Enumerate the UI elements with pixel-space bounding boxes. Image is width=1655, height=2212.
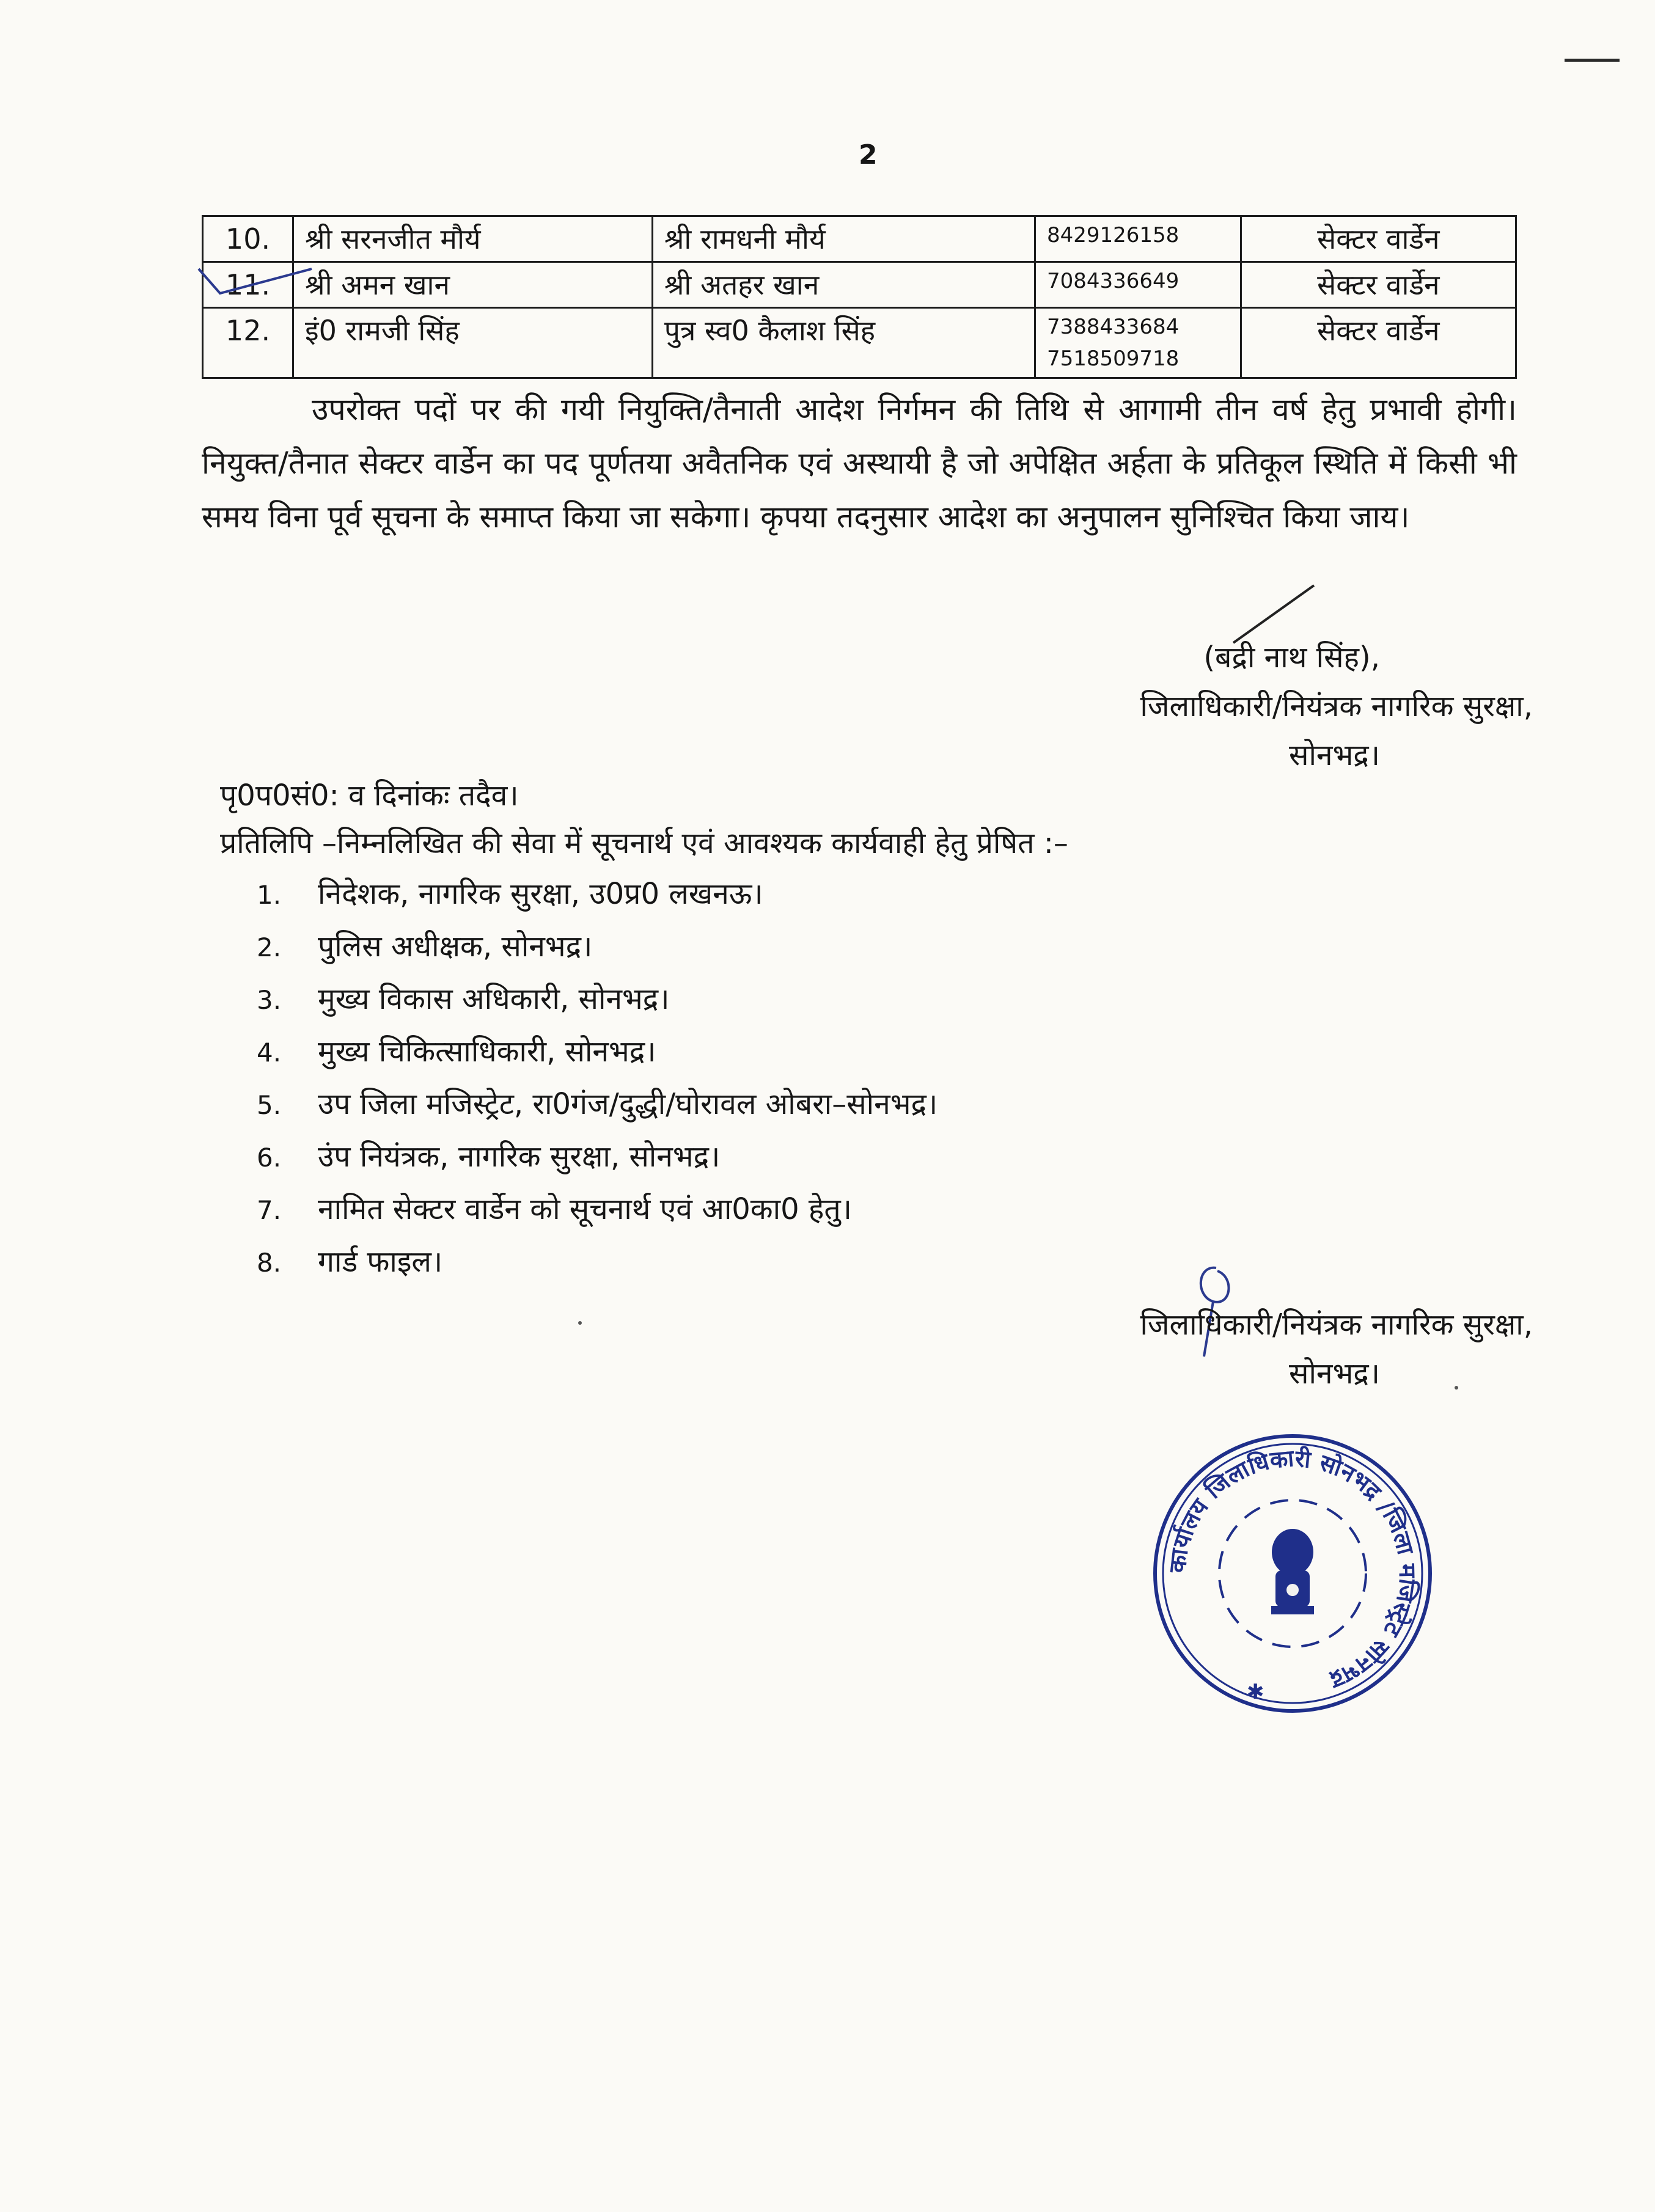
copy-heading: प्रतिलिपि –निम्नलिखित की सेवा में सूचनार्थ एवं आवश्यक कार्यवाही हेतु प्रेषित :–: [220, 826, 1068, 860]
signatory-place: सोनभद्र।: [1289, 1357, 1380, 1391]
list-item: 1. निदेशक, नागरिक सुरक्षा, उ0प्र0 लखनऊ।: [257, 877, 763, 911]
table-row: [203, 216, 1516, 262]
father-name: श्री अतहर खान: [652, 262, 1035, 308]
signature-block-primary: [799, 633, 1533, 780]
sector-warden-table: [202, 215, 1517, 379]
warden-name: श्री अमन खान: [293, 262, 653, 308]
list-item: 4. मुख्य चिकित्साधिकारी, सोनभद्र।: [257, 1035, 656, 1069]
top-dash-mark: [1565, 59, 1620, 62]
phone-cell: [1035, 308, 1241, 378]
list-item: 7. नामित सेक्टर वार्डेन को सूचनार्थ एवं आ0का0 हेतु।: [257, 1192, 852, 1226]
seal-text: कार्यालय जिलाधिकारी सोनभद्र /जिला मजिस्ट्रेट सोनभद्र: [1164, 1445, 1422, 1694]
reference-number: पृ0प0सं0: व दिनांकः तदैव।: [220, 778, 519, 813]
serial-number: 11.: [203, 262, 293, 308]
phone-number: 7084336649: [1046, 269, 1180, 293]
svg-text:✱: ✱: [1247, 1680, 1264, 1704]
post-title: सेक्टर वार्डेन: [1241, 308, 1516, 378]
warden-name: इं0 रामजी सिंह: [293, 308, 653, 378]
phone-number: 7388433684: [1046, 315, 1180, 339]
signatory-place: सोनभद्र।: [1289, 738, 1380, 772]
table-row: [203, 308, 1516, 378]
post-title: सेक्टर वार्डेन: [1241, 216, 1516, 262]
tick-mark-icon: [196, 257, 318, 299]
father-name: श्री रामधनी मौर्य: [652, 216, 1035, 262]
list-item: 8. गार्ड फाइल।: [257, 1245, 443, 1279]
post-title: सेक्टर वार्डेन: [1241, 262, 1516, 308]
warden-name: श्री सरनजीत मौर्य: [293, 216, 653, 262]
father-name: पुत्र स्व0 कैलाश सिंह: [652, 308, 1035, 378]
order-paragraph: उपरोक्त पदों पर की गयी नियुक्ति/तैनाती आदेश निर्गमन की तिथि से आगामी तीन वर्ष हेतु प्रभावी होगी। नियुक्त/तैनात सेक्टर वार्डेन का पद पूर्णतया अवैतनिक एवं अस्थायी है जो अपेक्षित अर्हता के प्रतिकूल स्थिति में किसी भी समय विना पूर्व सूचना के समाप्त किया जा सकेगा। कृपया तदनुसार आदेश का अनुपालन सुनिश्चित किया जाय।: [202, 392, 1517, 535]
signature-block-secondary: [799, 1300, 1533, 1398]
phone-number: 8429126158: [1046, 223, 1180, 247]
ink-speck: [1455, 1386, 1458, 1390]
table-row: [203, 262, 1516, 308]
page-number: 2: [859, 139, 878, 170]
serial-number: 10.: [203, 216, 293, 262]
list-item: 3. मुख्य विकास अधिकारी, सोनभद्र।: [257, 982, 670, 1016]
serial-number: 12.: [203, 308, 293, 378]
phone-cell: [1035, 216, 1241, 262]
phone-cell: [1035, 262, 1241, 308]
ink-speck: [578, 1321, 582, 1325]
signatory-name: (बद्री नाथ सिंह),: [1203, 640, 1380, 675]
list-item: 5. उप जिला मजिस्ट्रेट, रा0गंज/दुद्धी/घोरावल ओबरा–सोनभद्र।: [257, 1087, 938, 1121]
signatory-designation: जिलाधिकारी/नियंत्रक नागरिक सुरक्षा,: [1140, 1308, 1533, 1342]
list-item: 6. उंप नियंत्रक, नागरिक सुरक्षा, सोनभद्र।: [257, 1140, 721, 1174]
copy-recipient-list: [257, 868, 938, 1288]
list-item: 2. पुलिस अधीक्षक, सोनभद्र।: [257, 929, 593, 964]
signatory-designation: जिलाधिकारी/नियंत्रक नागरिक सुरक्षा,: [1140, 689, 1533, 723]
official-seal-stamp-icon: [1149, 1430, 1436, 1717]
phone-number: 7518509718: [1046, 346, 1180, 371]
